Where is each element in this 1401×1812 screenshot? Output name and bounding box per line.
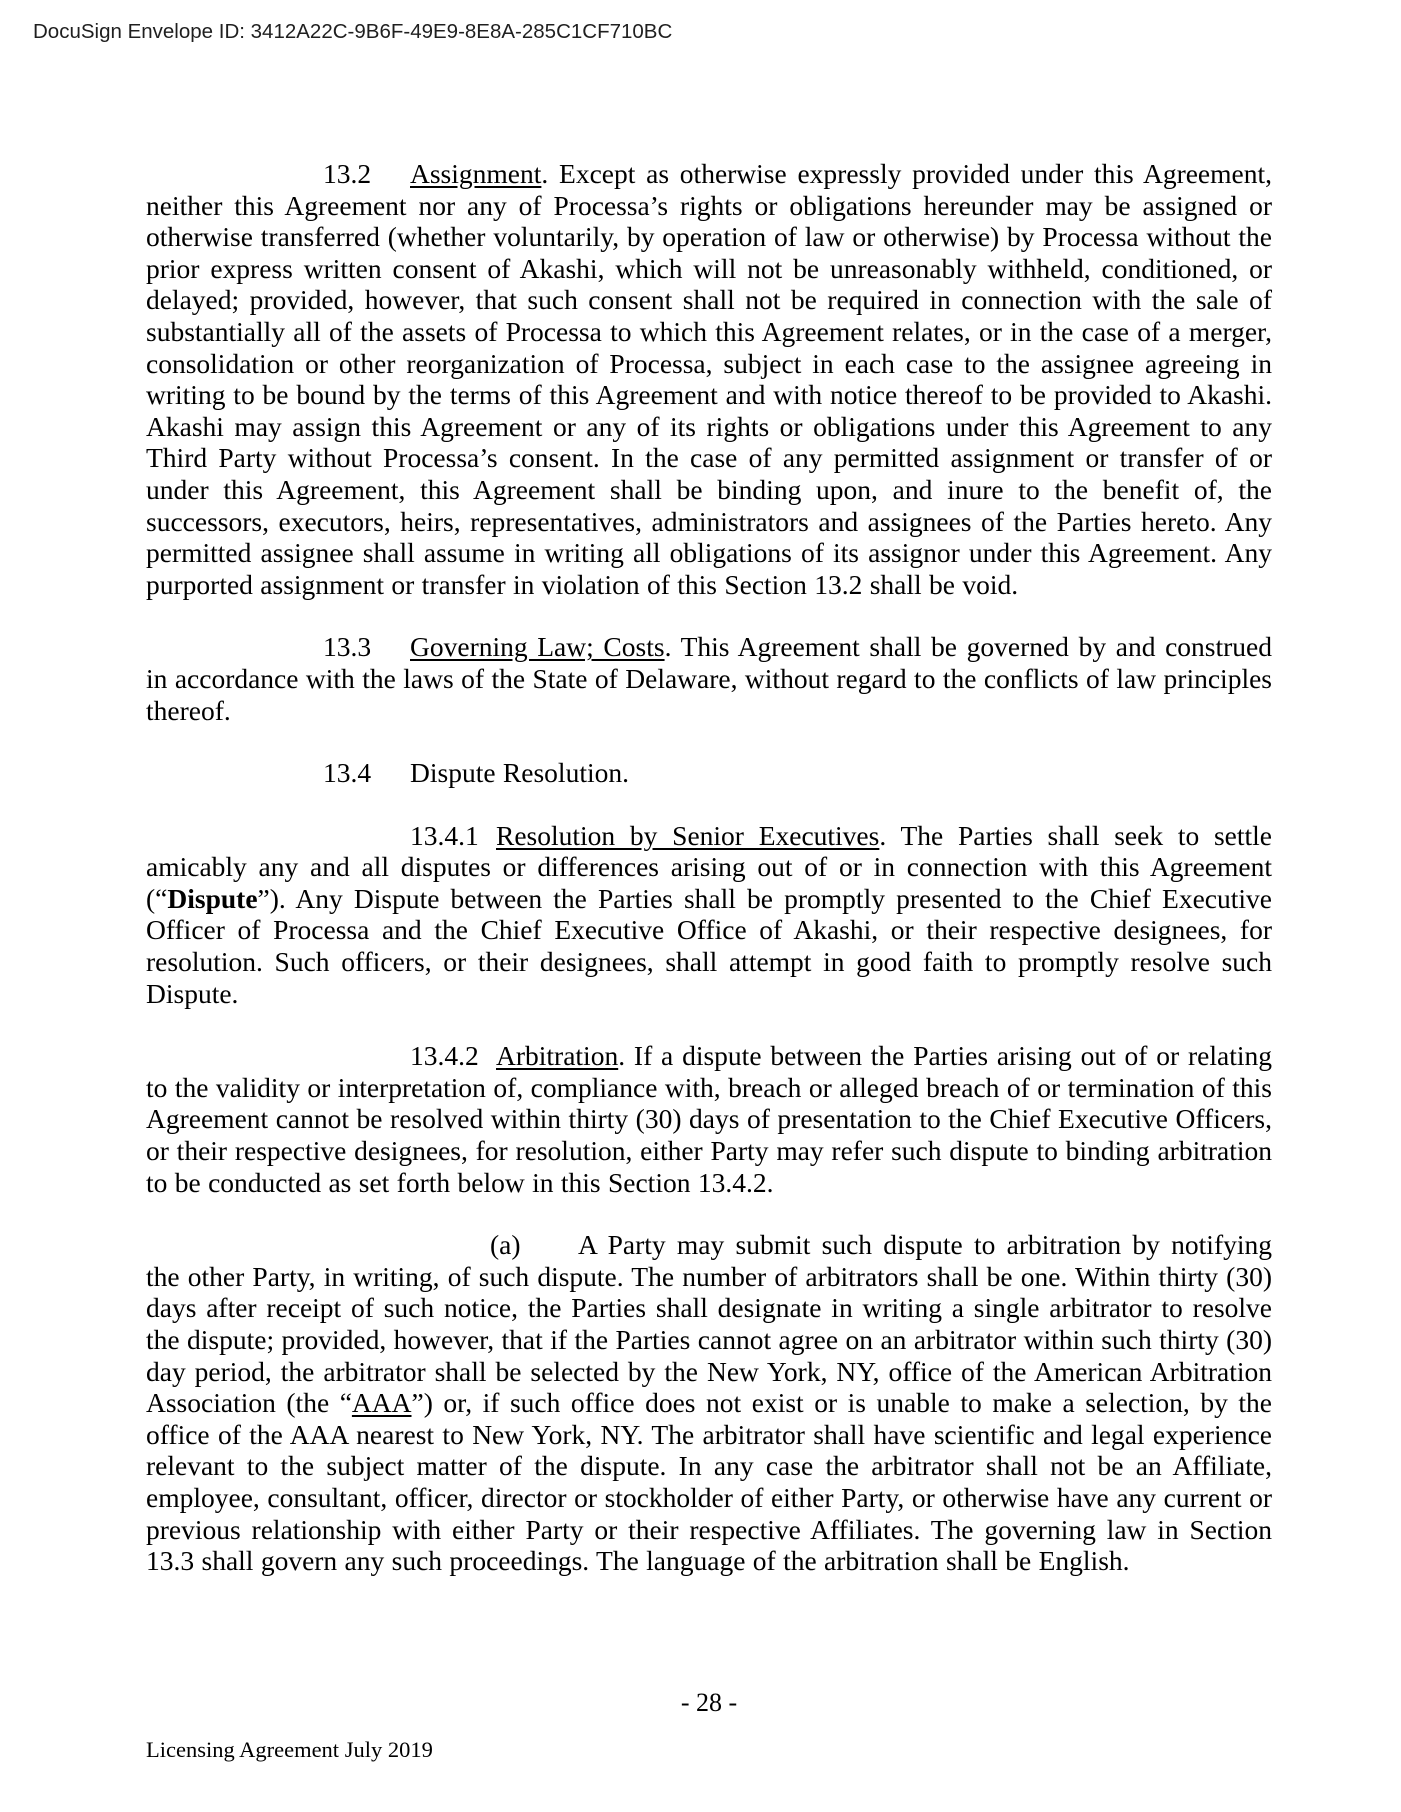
section-number: 13.3 — [323, 631, 372, 663]
section-body-text: . Except as otherwise expressly provided under this Agreement, neither this Agreement nor any of Processa’s rights or obligations hereunder may be assigned or otherwise transferred (whether voluntarily, by operation of law or otherwise) by Processa without the prior express written consent of Akashi, which will not be unreasonably withheld, conditioned, or delayed; provided, however, that such consent shall not be required in connection with the sale of substantially all of the assets of Processa to which this Agreement relates, or in the case of a merger, consolidation or other reorganization of Processa, subject in each case to the assignee agreeing in writing to be bound by the terms of this Agreement and with notice thereof to be provided to Akashi. Akashi may assign this Agreement or any of its rights or obligations under this Agreement to any Third Party without Processa’s consent. In the case of any permitted assignment or transfer of or under this Agreement, this Agreement shall be binding upon, and inure to the benefit of, the successors, executors, heirs, representatives, administrators and assignees of the Parties hereto. Any permitted assignee shall assume in writing all obligations of its assignor under this Agreement. Any purported assignment or transfer in violation of this Section 13.2 shall be void. — [146, 158, 1272, 600]
section-13-3-paragraph — [146, 631, 1272, 726]
defined-term-dispute: Dispute — [167, 882, 258, 914]
section-body-text: . If a dispute between the Parties arising out of or relating to the validity or interpretation of, compliance with, breach or alleged breach of or termination of this Agreement cannot be resolved within thirty (30) days of presentation to the Chief Executive Officers, or their respective designees, for resolution, either Party may refer such dispute to binding arbitration to be conducted as set forth below in this Section 13.4.2. — [146, 1040, 1272, 1198]
section-heading: Resolution by Senior Executives — [496, 819, 880, 851]
section-heading: Dispute Resolution. — [410, 757, 629, 789]
section-13-4-heading-paragraph — [146, 757, 1272, 789]
section-13-4-1-paragraph — [146, 820, 1272, 1010]
document-body — [146, 158, 1272, 1608]
section-body-text: ”) or, if such office does not exist or is unable to make a selection, by the office of the AAA nearest to New York, NY. The arbitrator shall have scientific and legal experience relevant to the subject matter of the dispute. In any case the arbitrator shall not be an Affiliate, employee, consultant, officer, director or stockholder of either Party, or otherwise have any current or previous relationship with either Party or their respective Affiliates. The governing law in Section 13.3 shall govern any such proceedings. The language of the arbitration shall be English. — [146, 1387, 1272, 1577]
section-number: 13.4.2 — [410, 1040, 479, 1072]
document-footer-label: Licensing Agreement July 2019 — [146, 1737, 433, 1762]
subsection-label: (a) — [490, 1229, 521, 1261]
section-heading: Governing Law; Costs — [410, 631, 665, 663]
section-13-4-2-paragraph — [146, 1040, 1272, 1198]
docusign-envelope-id: DocuSign Envelope ID: 3412A22C-9B6F-49E9-8E8A-285C1CF710BC — [33, 20, 673, 43]
subsection-a-paragraph — [146, 1229, 1272, 1577]
section-13-2-paragraph — [146, 158, 1272, 600]
section-number: 13.2 — [323, 158, 372, 189]
section-number: 13.4.1 — [410, 819, 479, 851]
page-number: - 28 - — [680, 1688, 738, 1717]
defined-term-aaa: AAA — [351, 1387, 412, 1419]
section-heading: Arbitration — [496, 1040, 619, 1072]
section-heading: Assignment — [410, 158, 542, 189]
section-body-text: . This Agreement shall be governed by and construed in accordance with the laws of the State of Delaware, without regard to the conflicts of law principles thereof. — [146, 631, 1272, 726]
section-number: 13.4 — [323, 757, 372, 789]
section-body-text: . The Parties shall seek to settle amicably any and all disputes or differences arising out of or in connection with this Agreement (“ — [146, 819, 1272, 914]
section-body-text: A Party may submit such dispute to arbitration by notifying the other Party, in writing, of such dispute. The number of arbitrators shall be one. Within thirty (30) days after receipt of such notice, the Parties shall designate in writing a single arbitrator to resolve the dispute; provided, however, that if the Parties cannot agree on an arbitrator within such thirty (30) day period, the arbitrator shall be selected by the New York, NY, office of the American Arbitration Association (the “ — [146, 1229, 1272, 1419]
section-body-text: ”). Any Dispute between the Parties shall be promptly presented to the Chief Executive Officer of Processa and the Chief Executive Office of Akashi, or their respective designees, for resolution. Such officers, or their designees, shall attempt in good faith to promptly resolve such Dispute. — [146, 882, 1272, 1009]
